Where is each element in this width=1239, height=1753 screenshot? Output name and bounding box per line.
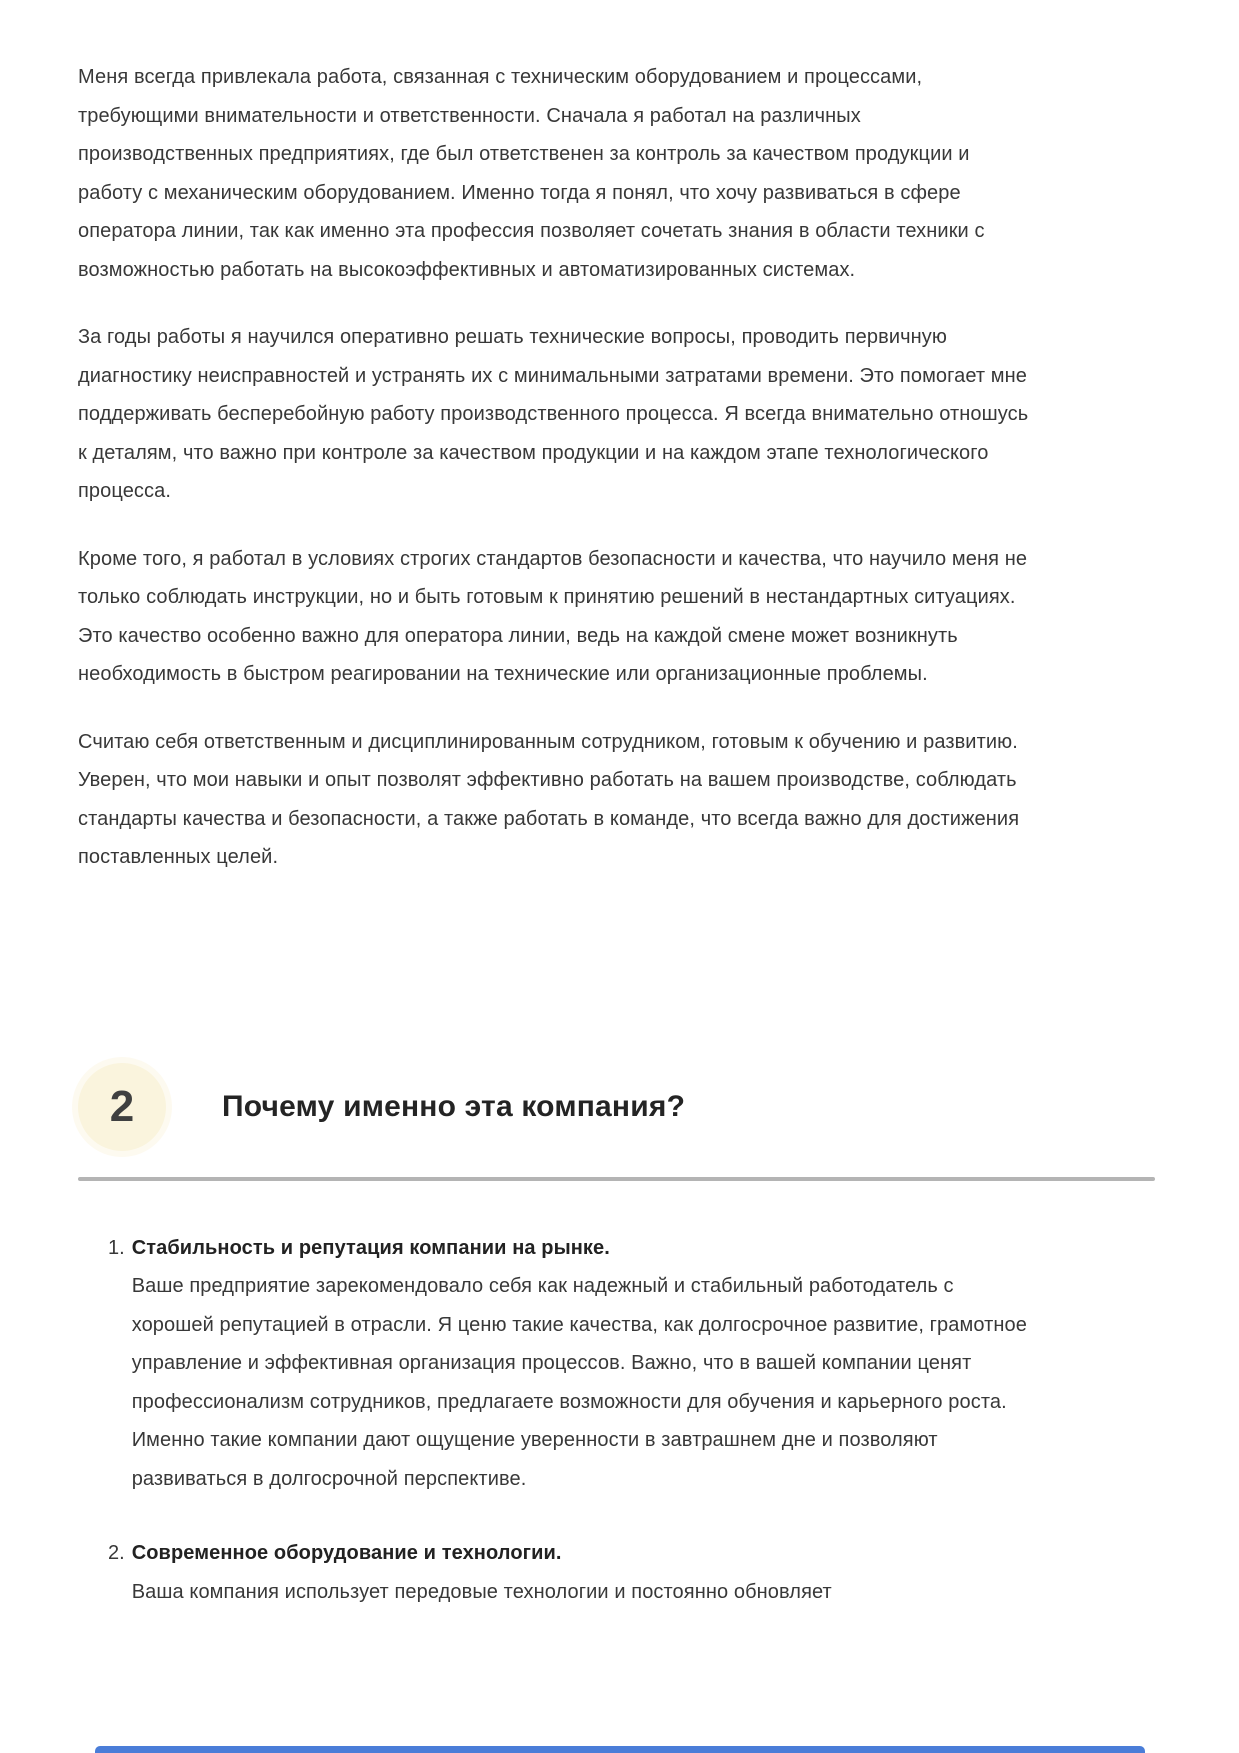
list-item xyxy=(108,1229,1155,1499)
next-block-accent-bar xyxy=(95,1746,1145,1753)
list-item-body: Ваша компания использует передовые технологии и постоянно обновляет xyxy=(131,1580,832,1603)
section-title: Почему именно эта компания? xyxy=(222,1089,686,1123)
essay-paragraph: За годы работы я научился оперативно решать технические вопросы, проводить первичную диагностику неисправностей и устранять их с минимальными затратами времени. Это помогает мне поддерживать бесперебойную работу производственного процесса. Я всегда внимательно отношусь к деталям, что важно при контроле за качеством продукции и на каждом этапе технологического процесса. xyxy=(78,326,1029,502)
essay-paragraph: Меня всегда привлекала работа, связанная с техническим оборудованием и процессами, требующими внимательности и ответственности. Сначала я работал на различных производственных предприятиях, где был ответственен за контроль за качеством продукции и работу с механическим оборудованием. Именно тогда я понял, что хочу развиваться в сфере оператора линии, так как именно эта профессия позволяет сочетать знания в области техники с возможностью работать на высокоэффективных и автоматизированных системах. xyxy=(78,66,985,281)
list-item-content xyxy=(132,1229,1037,1499)
essay-paragraph: Считаю себя ответственным и дисциплинированным сотрудником, готовым к обучению и развитию. Уверен, что мои навыки и опыт позволят эффективно работать на вашем производстве, соблюдать стандарты качества и безопасности, а также работать в команде, что всегда важно для достижения поставленных целей. xyxy=(78,730,1020,868)
list-item-title: Современное оборудование и технологии. xyxy=(131,1542,562,1564)
list-item-title: Стабильность и репутация компании на рынке. xyxy=(131,1236,610,1259)
section-divider xyxy=(78,1177,1155,1181)
list-item-number: 1. xyxy=(108,1236,125,1259)
section-number-badge xyxy=(78,1063,166,1151)
reasons-list xyxy=(108,1229,1155,1612)
essay-section xyxy=(78,58,1155,877)
essay-paragraph: Кроме того, я работал в условиях строгих стандартов безопасности и качества, что научило меня не только соблюдать инструкции, но и быть готовым к принятию решений в нестандартных ситуациях. Это качество особенно важно для оператора линии, ведь на каждой смене может возникнуть необходимость в быстром реагировании на технические или организационные проблемы. xyxy=(78,547,1028,685)
list-item-number: 2. xyxy=(108,1542,125,1564)
list-item-body: Ваше предприятие зарекомендовало себя как надежный и стабильный работодатель с хорошей репутацией в отрасли. Я ценю такие качества, как долгосрочное развитие, грамотное управление и эффективная организация процессов. Важно, что в вашей компании ценят профессионализм сотрудников, предлагаете возможности для обучения и карьерного роста. Именно такие компании дают ощущение уверенности в завтрашнем дне и позволяют развиваться в долгосрочной перспективе. xyxy=(131,1275,1027,1490)
list-item-content xyxy=(132,1534,832,1611)
section-number: 2 xyxy=(109,1081,135,1131)
section-header xyxy=(78,1063,1155,1151)
list-item xyxy=(108,1534,1155,1611)
